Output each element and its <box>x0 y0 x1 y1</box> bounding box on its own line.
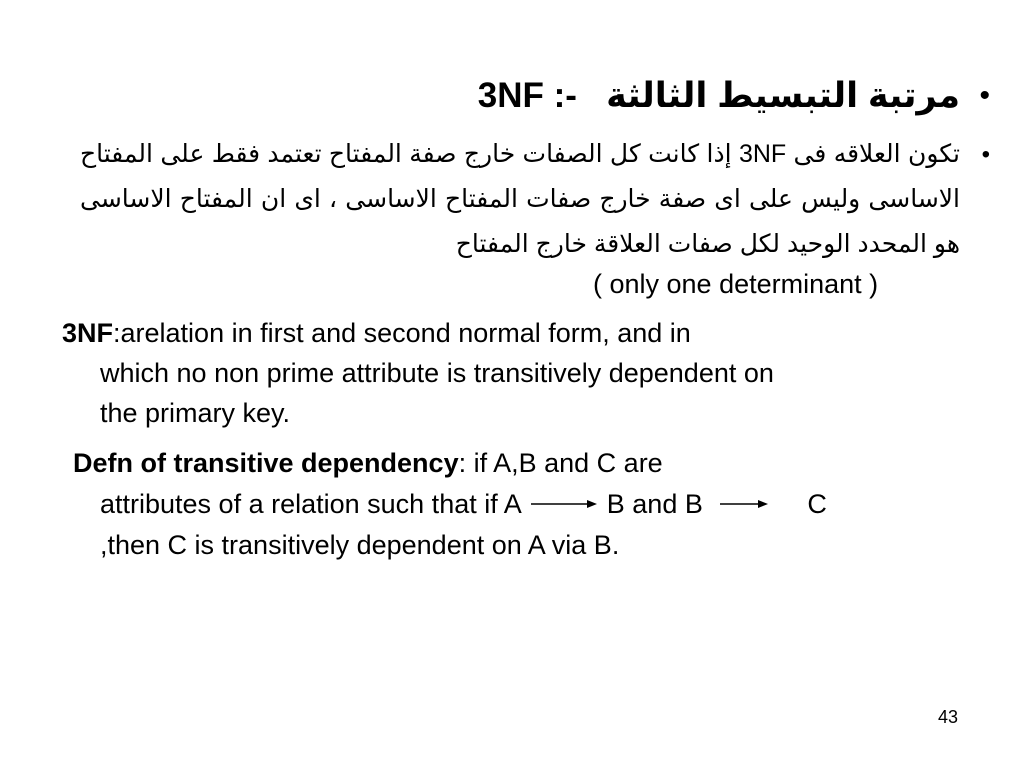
title-code: 3NF :- <box>477 76 577 115</box>
transitive-text-1: : if A,B and C are <box>458 448 663 478</box>
page-number: 43 <box>938 707 959 727</box>
arabic-text-after: إذا كانت كل الصفات خارج صفة المفتاح تعتمد فقط على المفتاح الاساسى وليس على اى صفة خارج صفات المفتاح الاساسى ، اى ان المفتاح الاساسى هو المحدد الوحيد لكل صفات العلاقة خارج المفتاح <box>80 140 960 258</box>
slide-title <box>80 68 990 124</box>
transitive-line-1 <box>73 443 973 484</box>
right-arrow-icon <box>718 497 770 511</box>
transitive-line-3: ,then C is transitively dependent on A via B. <box>100 530 620 560</box>
definition-3nf <box>62 313 972 433</box>
definition-3nf-line-2: which no non prime attribute is transitively dependent on <box>100 358 774 388</box>
title-bullet: • <box>979 79 990 112</box>
transitive-text-2a: attributes of a relation such that if A <box>100 489 522 519</box>
definition-3nf-line-1 <box>62 313 972 353</box>
definition-3nf-text-1: :arelation in first and second normal form, and in <box>113 318 691 348</box>
definition-3nf-term: 3NF <box>62 318 114 348</box>
transitive-line-2 <box>73 484 973 525</box>
title-arabic: مرتبة التبسيط الثالثة <box>606 76 960 115</box>
arabic-code: 3NF <box>738 140 787 168</box>
paragraph-bullet: • <box>981 141 990 168</box>
determinant-note: ( only one determinant ) <box>593 269 879 299</box>
transitive-definition <box>73 443 973 566</box>
definition-3nf-line-3: the primary key. <box>100 398 291 428</box>
transitive-text-2c: C <box>807 489 827 519</box>
arabic-paragraph <box>80 132 990 267</box>
arabic-text-before: تكون العلاقه فى <box>793 140 960 168</box>
right-arrow-icon <box>529 497 599 511</box>
transitive-term: Defn of transitive dependency <box>73 448 459 478</box>
transitive-text-2b: B and B <box>606 489 703 519</box>
